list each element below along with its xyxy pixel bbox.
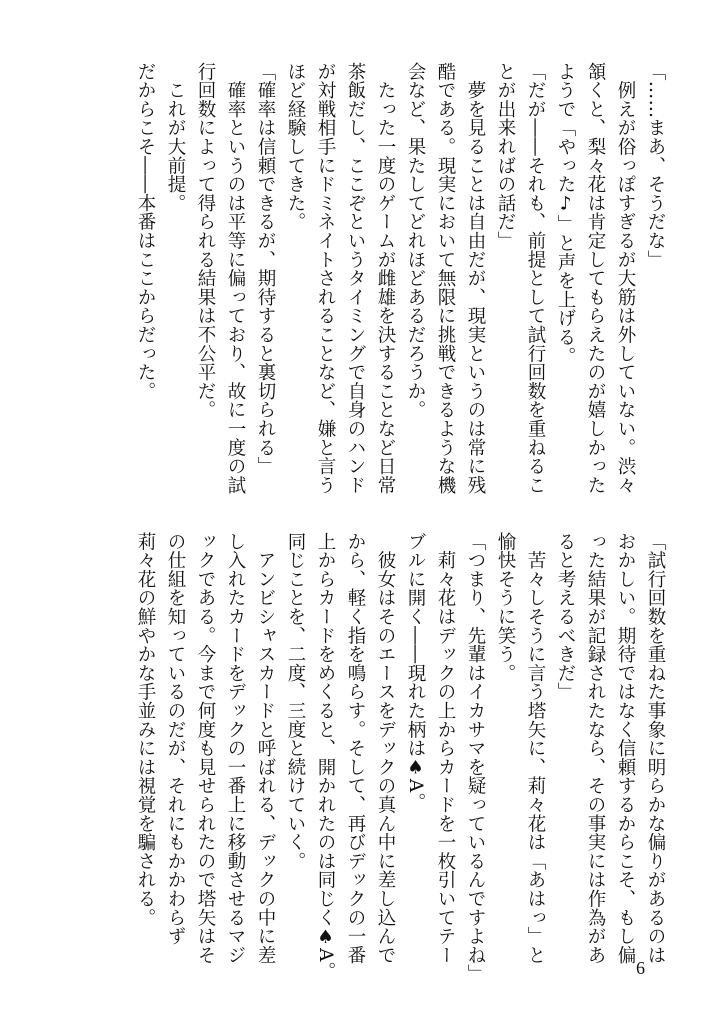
text-line: 愉快そうに笑う。: [495, 532, 516, 683]
text-line: 「試行回数を重ねた事象に明らかな偏りがあるのは: [645, 532, 666, 965]
text-line: 行回数によって得られる結果は不公平だ。: [195, 62, 216, 420]
text-line: だからこそ――本番はここからだった。: [135, 62, 156, 401]
text-line: 頷くと、梨々花は肯定してもらえたのが嬉しかった: [585, 62, 606, 495]
text-line: 苦々しそうに言う塔矢に、莉々花は「あはっ」と: [525, 532, 546, 965]
text-line: 酷である。現実において無限に挑戦できるような機: [435, 62, 456, 495]
text-line: の仕組を知っているのだが、それにもかかわらず: [165, 532, 186, 946]
text-line: が対戦相手にドミネイトされることなど、嫌と言う: [315, 62, 336, 495]
text-line: アンビシャスカードと呼ばれる、デックの中に差: [255, 532, 276, 965]
text-line: たった一度のゲームが雌雄を決することなど日常: [375, 62, 396, 495]
text-line: これが大前提。: [165, 62, 186, 213]
text-line: ようで「やった♪」と声を上げる。: [555, 62, 576, 366]
text-line: 茶飯だし、ここぞというタイミングで自身のハンド: [345, 62, 366, 495]
text-line: ックである。今まで何度も見せられたので塔矢はそ: [195, 532, 216, 965]
page-number: 6: [636, 958, 645, 978]
text-line: 彼女はそのエースをデックの真ん中に差し込んで: [375, 532, 396, 965]
text-line: 「つまり、先輩はイカサマを疑っているんですよね」: [465, 532, 486, 984]
text-line: ると考えるべきだ」: [555, 532, 576, 702]
text-line: とが出来ればの話だ」: [495, 62, 516, 250]
text-line: 「……まあ、そうだな」: [645, 62, 666, 269]
text-line: し入れたカードをデックの一番上に移動させるマジ: [225, 532, 246, 965]
text-line: から、軽く指を鳴らす。そして、再びデックの一番: [345, 532, 366, 965]
text-line: 会など、果たしてどれほどあるだろうか。: [405, 62, 426, 420]
text-line: ブルに開く――現れた柄は♠A。: [405, 532, 426, 812]
text-block-upper: [130, 62, 670, 495]
text-line: 「確率は信頼できるが、期待すると裏切られる」: [255, 62, 276, 476]
text-block-lower: [130, 532, 670, 984]
text-line: ほど経験してきた。: [285, 62, 306, 232]
text-line: 莉々花の鮮やかな手並みには視覚を騙される。: [135, 532, 156, 927]
text-line: おかしい。期待ではなく信頼するからこそ、もし偏: [615, 532, 636, 965]
text-line: 夢を見ることは自由だが、現実というのは常に残: [465, 62, 486, 495]
text-line: 上からカードをめくると、開かれたのは同じく♠A。: [315, 532, 336, 981]
text-line: 「だが――それも、前提として試行回数を重ねるこ: [525, 62, 546, 495]
text-line: 同じことを、二度、三度と続けていく。: [285, 532, 306, 871]
text-line: 確率というのは平等に偏っており、故に一度の試: [225, 62, 246, 495]
text-line: 例えが俗っぽすぎるが大筋は外していない。渋々: [615, 62, 636, 495]
text-line: 莉々花はデックの上からカードを一枚引いてテー: [435, 532, 456, 965]
text-line: った結果が記録されたなら、その事実には作為があ: [585, 532, 606, 965]
